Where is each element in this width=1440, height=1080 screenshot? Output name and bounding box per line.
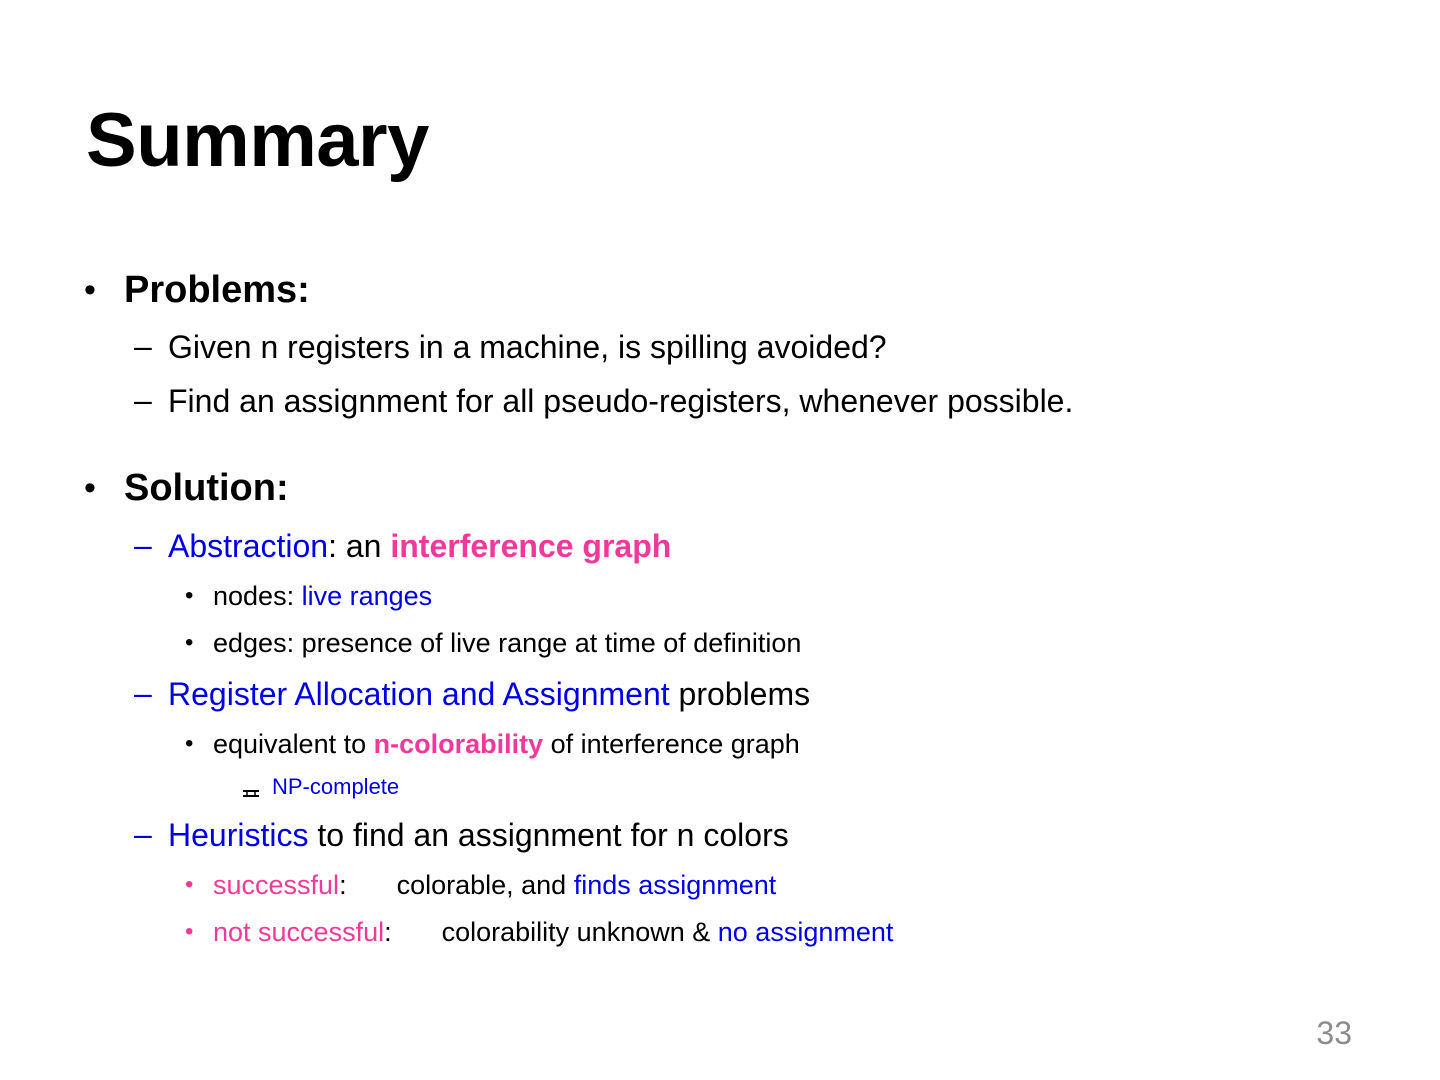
- equiv-suffix: of interference graph: [543, 729, 800, 759]
- problem-text: Find an assignment for all pseudo-registers, whenever possible.: [168, 383, 1074, 419]
- abstraction-item: [134, 526, 672, 566]
- bullet-dot-icon: •: [185, 918, 194, 945]
- abstraction-term: Abstraction: [168, 528, 329, 564]
- heuristics-rest: to find an assignment for n colors: [308, 817, 789, 853]
- page-number: 33: [1316, 1015, 1352, 1051]
- equiv-prefix: equivalent to: [213, 729, 374, 759]
- allocation-rest: problems: [669, 676, 811, 712]
- equivalent-item: [185, 727, 800, 761]
- problems-heading: Problems:: [124, 269, 310, 311]
- bullet-solution: [84, 466, 289, 510]
- edges-item: [185, 626, 802, 660]
- successful-label: successful: [213, 870, 340, 900]
- dash-bullet-icon: –: [134, 675, 152, 711]
- hourglass-icon: [242, 777, 260, 797]
- finds-assignment-highlight: finds assignment: [573, 870, 777, 900]
- solution-heading: Solution:: [124, 467, 289, 509]
- problem-item: [134, 381, 1074, 421]
- not-successful-label: not successful: [213, 917, 385, 947]
- nodes-item: [185, 579, 433, 613]
- n-colorability-highlight: n-colorability: [373, 729, 544, 759]
- bullet-dot-icon: •: [185, 629, 194, 656]
- no-assignment-highlight: no assignment: [717, 917, 894, 947]
- not-successful-item: [185, 915, 894, 949]
- successful-text: colorable, and: [396, 870, 574, 900]
- bullet-dot-icon: •: [84, 271, 96, 309]
- not-successful-colon: :: [384, 917, 392, 947]
- dash-bullet-icon: –: [134, 527, 152, 563]
- bullet-dot-icon: •: [185, 582, 194, 609]
- interference-graph-highlight: interference graph: [390, 528, 672, 564]
- bullet-problems: [84, 268, 310, 312]
- not-successful-text: colorability unknown &: [441, 917, 718, 947]
- successful-item: [185, 868, 777, 902]
- edges-text: edges: presence of live range at time of definition: [213, 628, 802, 658]
- nodes-label: nodes:: [213, 581, 302, 611]
- bullet-dot-icon: •: [185, 730, 194, 757]
- np-complete-text: NP-complete: [272, 774, 400, 799]
- heuristics-term: Heuristics: [168, 817, 309, 853]
- allocation-term: Register Allocation and Assignment: [168, 676, 670, 712]
- allocation-item: [134, 674, 811, 714]
- bullet-dot-icon: •: [185, 871, 194, 898]
- problem-text: Given n registers in a machine, is spilling avoided?: [168, 329, 887, 365]
- dash-bullet-icon: –: [134, 816, 152, 852]
- dash-bullet-icon: –: [134, 382, 152, 418]
- heuristics-item: [134, 815, 789, 855]
- dash-bullet-icon: –: [134, 328, 152, 364]
- slide-title: Summary: [86, 98, 429, 183]
- nodes-value: live ranges: [301, 581, 433, 611]
- np-complete-item: [272, 773, 399, 801]
- bullet-dot-icon: •: [84, 469, 96, 507]
- problem-item: [134, 327, 887, 367]
- abstraction-mid: : an: [328, 528, 391, 564]
- successful-colon: :: [339, 870, 347, 900]
